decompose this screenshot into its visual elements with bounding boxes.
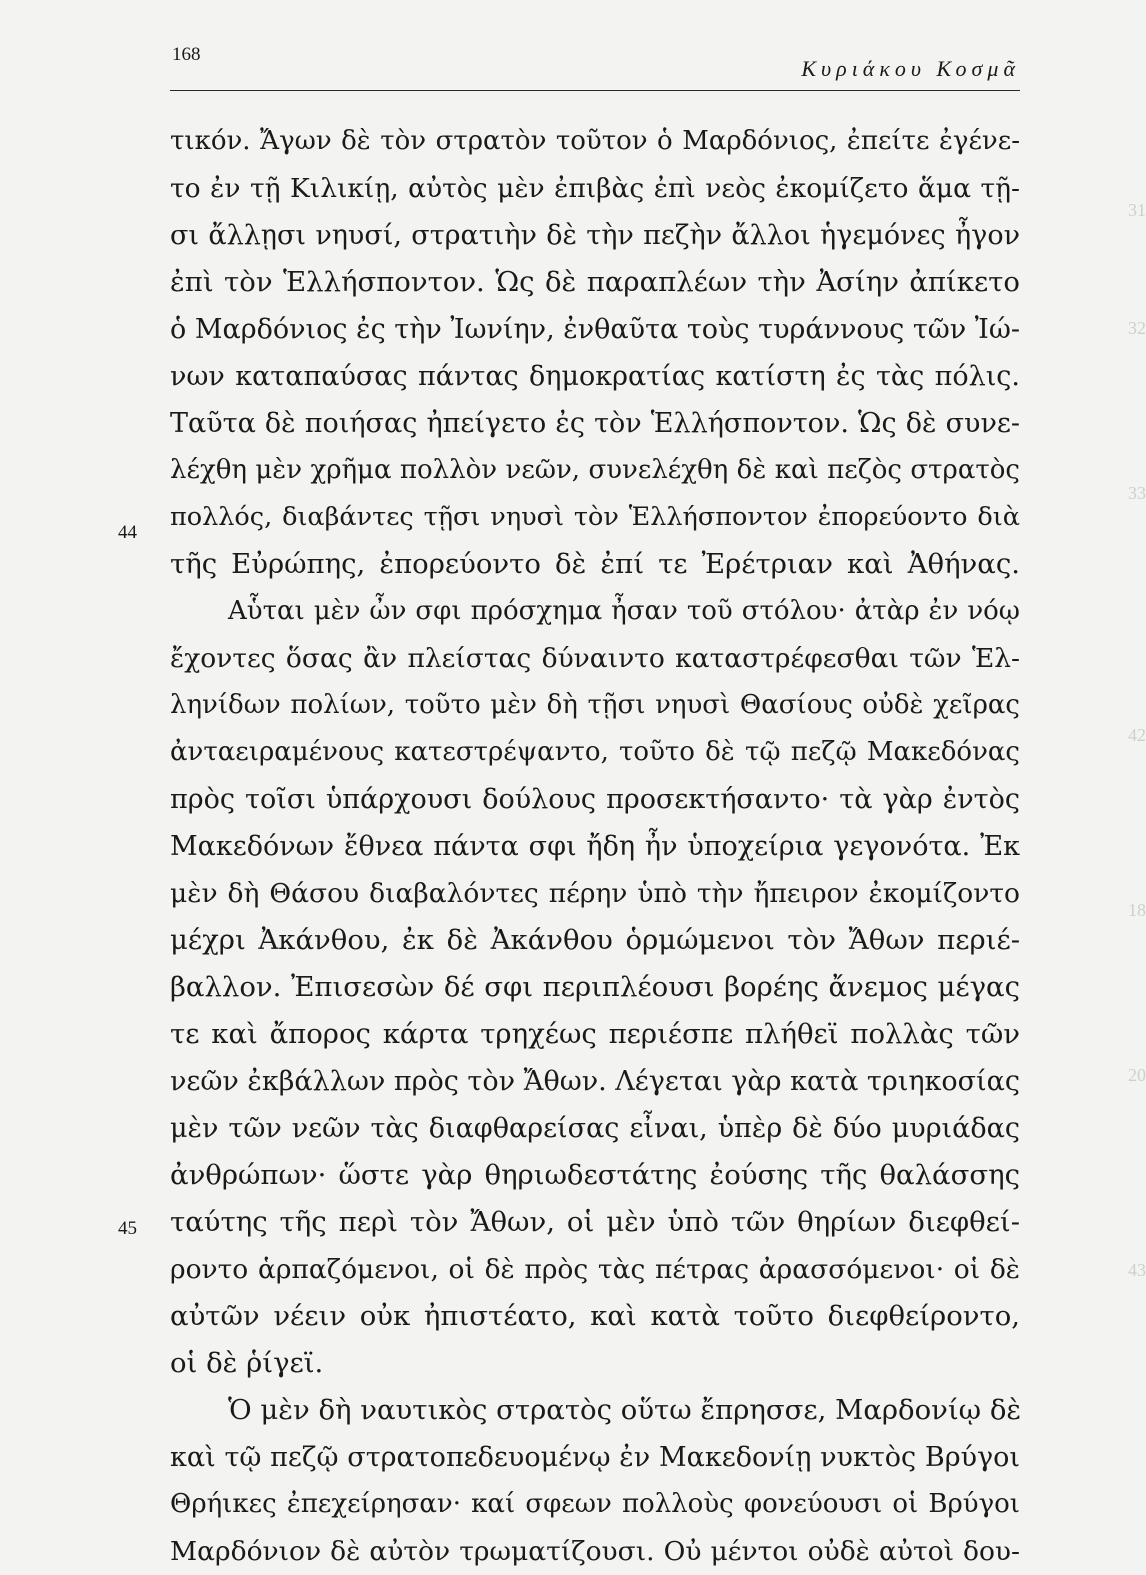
- section-marker-44: 44: [118, 522, 137, 543]
- ghost-marker: 43: [1128, 1260, 1146, 1280]
- ghost-marker: 31: [1128, 200, 1146, 220]
- text-line: τικόν. Ἄγων δὲ τὸν στρατὸν τοῦτον ὁ Μαρδόνιος, ἐπείτε ἐγένε-: [170, 126, 1020, 156]
- text-line: τῆς Εὐρώπης, ἐπορεύοντο δὲ ἐπί τε Ἐρέτριαν καὶ Ἀθήνας.: [170, 548, 1020, 580]
- paragraph-44: [170, 588, 1020, 1387]
- text-line: ἔχοντες ὅσας ἂν πλείστας δύναιντο καταστρέφεσθαι τῶν Ἑλ-: [170, 643, 1020, 674]
- page-number: 168: [172, 44, 201, 65]
- text-line: ἀνθρώπων· ὥστε γὰρ θηριωδεστάτης ἐούσης τῆς θαλάσσης: [170, 1159, 1020, 1191]
- section-marker-45: 45: [118, 1218, 137, 1239]
- text-line: οἱ δὲ ῥίγεϊ.: [170, 1347, 324, 1379]
- text-line: σι ἄλλῃσι νηυσί, στρατιὴν δὲ τὴν πεζὴν ἄλλοι ἡγεμόνες ἦγον: [170, 220, 1020, 251]
- text-line: μὲν δὴ Θάσου διαβαλόντες πέρην ὑπὸ τὴν ἤπειρον ἐκομίζοντο: [170, 878, 1020, 909]
- header-rule: [170, 90, 1020, 91]
- ghost-marker: 32: [1128, 318, 1146, 338]
- ghost-marker: 33: [1128, 483, 1146, 503]
- text-line: νων καταπαύσας πάντας δημοκρατίας κατίστη ἐς τὰς πόλις.: [170, 361, 1020, 392]
- text-line: Αὗται μὲν ὦν σφι πρόσχημα ἦσαν τοῦ στόλου· ἀτὰρ ἐν νόῳ: [228, 596, 1020, 626]
- text-line: καὶ τῷ πεζῷ στρατοπεδευομένῳ ἐν Μακεδονίῃ νυκτὸς Βρύγοι: [170, 1442, 1020, 1473]
- text-line: ἀνταειραμένους κατεστρέψαντο, τοῦτο δὲ τῷ πεζῷ Μακεδόνας: [170, 737, 1020, 767]
- text-line: πρὸς τοῖσι ὑπάρχουσι δούλους προσεκτήσαντο· τὰ γὰρ ἐντὸς: [170, 784, 1020, 815]
- text-block: [170, 118, 1020, 1575]
- text-line: Θρήικες ἐπεχείρησαν· καί σφεων πολλοὺς φονεύουσι οἱ Βρύγοι: [170, 1489, 1020, 1519]
- ghost-marker: 18: [1128, 900, 1146, 920]
- text-line: Μακεδόνων ἔθνεα πάντα σφι ἤδη ἦν ὑποχείρια γεγονότα. Ἐκ: [170, 831, 1020, 862]
- text-line: Ὁ μὲν δὴ ναυτικὸς στρατὸς οὕτω ἔπρησσε, Μαρδονίῳ δὲ: [228, 1394, 1022, 1426]
- paragraph-45: [170, 1387, 1020, 1575]
- text-line: το ἐν τῇ Κιλικίῃ, αὐτὸς μὲν ἐπιβὰς ἐπὶ νεὸς ἐκομίζετο ἅμα τῇ-: [170, 173, 1020, 204]
- text-line: μὲν τῶν νεῶν τὰς διαφθαρείσας εἶναι, ὑπὲρ δὲ δύο μυριάδας: [170, 1113, 1020, 1144]
- text-line: ροντο ἁρπαζόμενοι, οἱ δὲ πρὸς τὰς πέτρας ἀρασσόμενοι· οἱ δὲ: [170, 1254, 1020, 1285]
- text-line: ληνίδων πολίων, τοῦτο μὲν δὴ τῇσι νηυσὶ Θασίους οὐδὲ χεῖρας: [170, 690, 1020, 720]
- text-line: Ταῦτα δὲ ποιήσας ἠπείγετο ἐς τὸν Ἑλλήσποντον. Ὡς δὲ συνε-: [170, 408, 1020, 439]
- text-line: μέχρι Ἀκάνθου, ἐκ δὲ Ἀκάνθου ὁρμώμενοι τὸν Ἄθων περιέ-: [170, 924, 1020, 956]
- text-line: ὁ Μαρδόνιος ἐς τὴν Ἰωνίην, ἐνθαῦτα τοὺς τυράννους τῶν Ἰώ-: [170, 314, 1020, 345]
- text-line: βαλλον. Ἐπισεσὼν δέ σφι περιπλέουσι βορέης ἄνεμος μέγας: [170, 971, 1020, 1003]
- text-line: ταύτης τῆς περὶ τὸν Ἄθων, οἱ μὲν ὑπὸ τῶν θηρίων διεφθεί-: [170, 1206, 1020, 1238]
- text-line: ἐπὶ τὸν Ἑλλήσποντον. Ὡς δὲ παραπλέων τὴν Ἀσίην ἀπίκετο: [170, 266, 1020, 298]
- text-line: αὐτῶν νέειν οὐκ ἠπιστέατο, καὶ κατὰ τοῦτο διεφθείροντο,: [170, 1300, 1020, 1332]
- text-line: Μαρδόνιον δὲ αὐτὸν τρωματίζουσι. Οὐ μέντοι οὐδὲ αὐτοὶ δου-: [170, 1536, 1020, 1567]
- text-line: νεῶν ἐκβάλλων πρὸς τὸν Ἄθων. Λέγεται γὰρ κατὰ τριηκοσίας: [170, 1066, 1020, 1097]
- text-line: πολλός, διαβάντες τῇσι νηυσὶ τὸν Ἑλλήσποντον ἐπορεύοντο διὰ: [170, 502, 1020, 532]
- text-line: λέχθη μὲν χρῆμα πολλὸν νεῶν, συνελέχθη δὲ καὶ πεζὸς στρατὸς: [170, 455, 1020, 485]
- ghost-marker: 20: [1128, 1065, 1146, 1085]
- paragraph-continuation: [170, 118, 1020, 588]
- running-head: Κυριάκου Κοσμᾶ: [801, 56, 1020, 81]
- ghost-marker: 42: [1128, 725, 1146, 745]
- text-line: τε καὶ ἄπορος κάρτα τρηχέως περιέσπε πλήθεϊ πολλὰς τῶν: [170, 1018, 1020, 1050]
